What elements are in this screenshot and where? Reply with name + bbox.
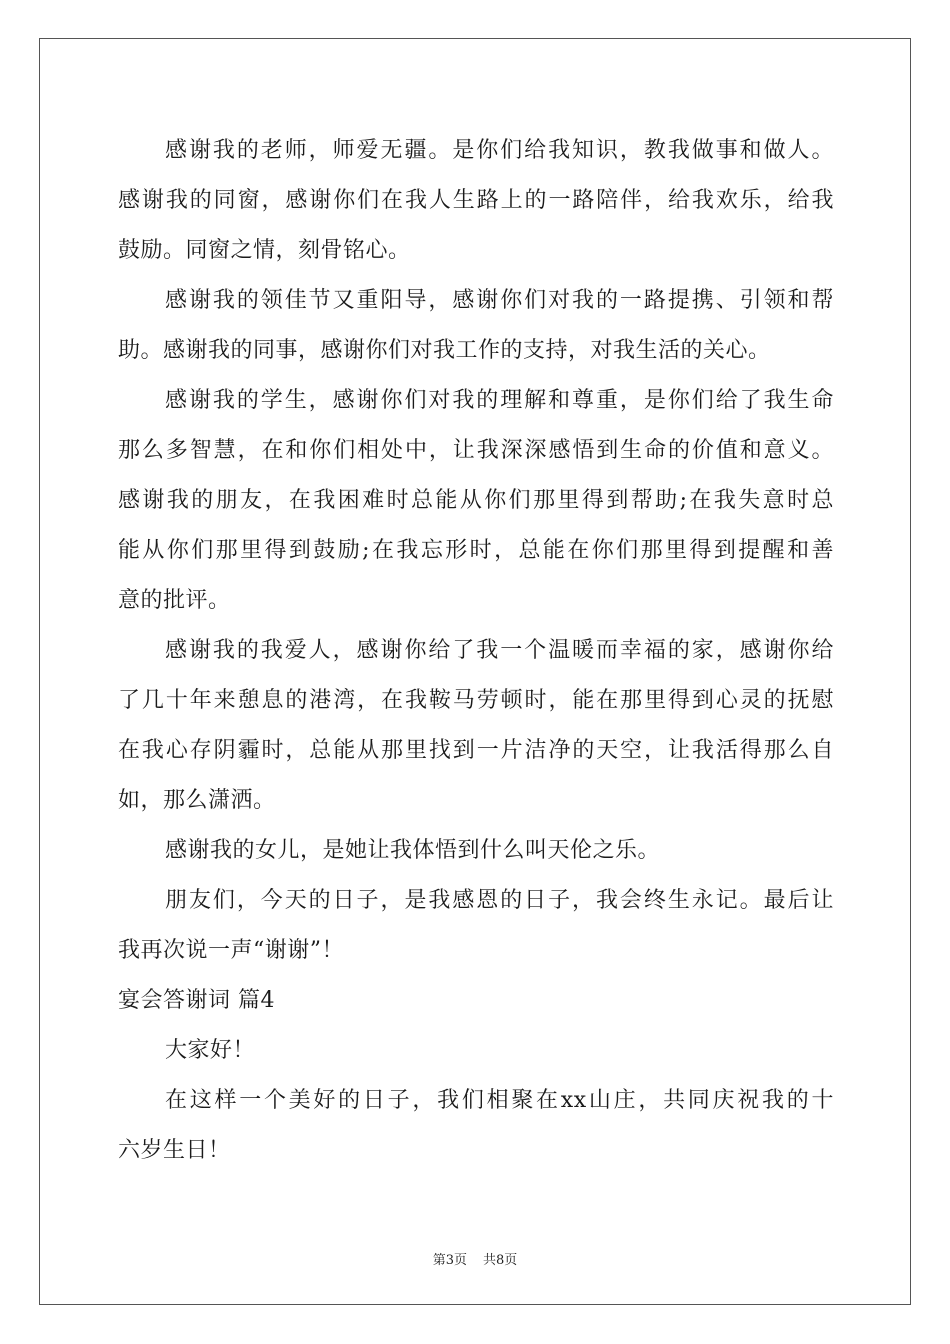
- document-body: [118, 126, 834, 1176]
- text-line: 感谢我的领佳节又重阳导，感谢你们对我的一路提携、引领和帮: [165, 288, 834, 313]
- text-line: 如，那么潇洒。: [118, 788, 276, 813]
- text-line: 能从你们那里得到鼓励;在我忘形时，总能在你们那里得到提醒和善: [118, 538, 834, 563]
- text-line: 在这样一个美好的日子，我们相聚在xx山庄，共同庆祝我的十: [165, 1088, 834, 1113]
- text-line: 我再次说一声“谢谢”！: [118, 938, 344, 963]
- text-line: 感谢我的我爱人，感谢你给了我一个温暖而幸福的家，感谢你给: [165, 638, 834, 663]
- text-line: 感谢我的朋友，在我困难时总能从你们那里得到帮助;在我失意时总: [118, 488, 834, 513]
- text-line: 那么多智慧，在和你们相处中，让我深深感悟到生命的价值和意义。: [118, 438, 834, 463]
- text-line: 六岁生日！: [118, 1138, 231, 1163]
- text-line: 了几十年来憩息的港湾，在我鞍马劳顿时，能在那里得到心灵的抚慰: [118, 688, 834, 713]
- text-line: 鼓励。同窗之情，刻骨铭心。: [118, 238, 411, 263]
- text-line: 朋友们，今天的日子，是我感恩的日子，我会终生永记。最后让: [165, 888, 834, 913]
- page-number: 第3页: [432, 1253, 467, 1268]
- page-total: 共8页: [483, 1253, 518, 1268]
- text-line: 感谢我的女儿，是她让我体悟到什么叫天伦之乐。: [165, 838, 661, 863]
- text-line: 在我心存阴霾时，总能从那里找到一片洁净的天空，让我活得那么自: [118, 738, 834, 763]
- text-line: 助。感谢我的同事，感谢你们对我工作的支持，对我生活的关心。: [118, 338, 771, 363]
- text-line: 意的批评。: [118, 588, 231, 613]
- text-line: 感谢我的学生，感谢你们对我的理解和尊重，是你们给了我生命: [165, 388, 834, 413]
- text-line: 大家好！: [165, 1038, 256, 1063]
- text-line: 感谢我的同窗，感谢你们在我人生路上的一路陪伴，给我欢乐，给我: [118, 188, 834, 213]
- page-footer: [0, 1249, 950, 1268]
- section-heading: 宴会答谢词 篇4: [118, 988, 275, 1013]
- text-line: 感谢我的老师，师爱无疆。是你们给我知识，教我做事和做人。: [165, 138, 834, 163]
